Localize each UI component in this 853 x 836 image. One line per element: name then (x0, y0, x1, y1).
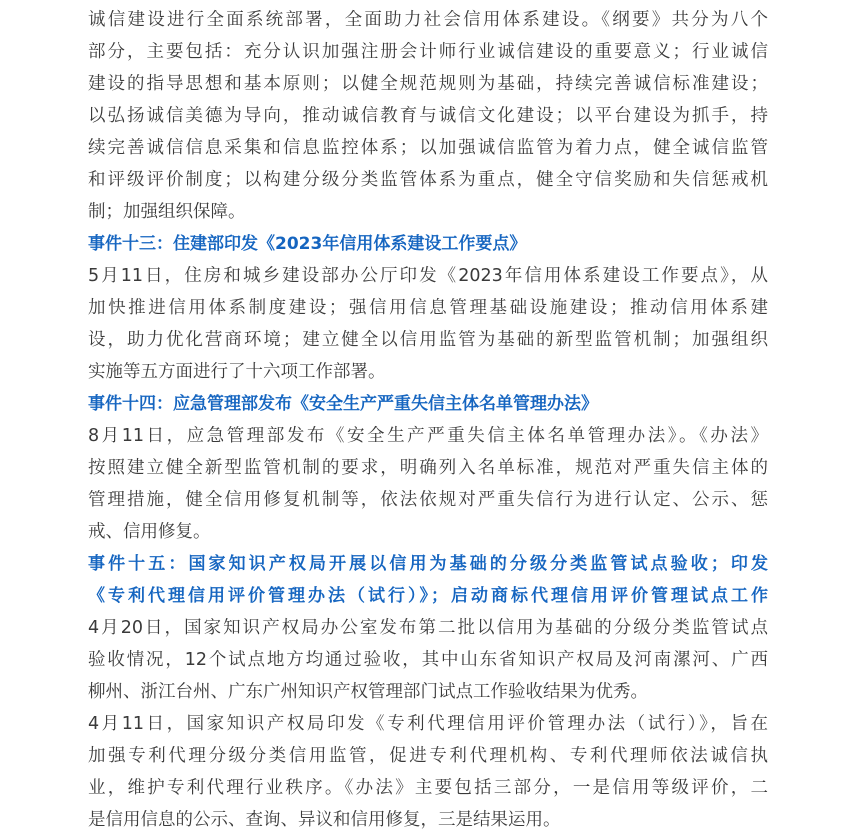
event13-heading (88, 228, 768, 260)
heading-line: 事件十五：国家知识产权局开展以信用为基础的分级分类监管试点验收；印发 (88, 554, 768, 574)
paragraph-line: 加强专利代理分级分类信用监管，促进专利代理机构、专利代理师依法诚信执 (88, 746, 768, 766)
paragraph-line: 8月11日，应急管理部发布《安全生产严重失信主体名单管理办法》。《办法》 (88, 426, 768, 446)
paragraph-line: 是信用信息的公示、查询、异议和信用修复，三是结果运用。 (88, 810, 561, 830)
paragraph-line: 部分，主要包括：充分认识加强注册会计师行业诚信建设的重要意义；行业诚信 (88, 42, 768, 62)
event13-paragraph (88, 260, 768, 388)
paragraph-line: 柳州、浙江台州、广东广州知识产权管理部门试点工作验收结果为优秀。 (88, 682, 648, 702)
paragraph-line: 5月11日，住房和城乡建设部办公厅印发《2023年信用体系建设工作要点》，从 (88, 266, 768, 286)
event15-paragraph-2 (88, 708, 768, 836)
paragraph-line: 实施等五方面进行了十六项工作部署。 (88, 362, 386, 382)
paragraph-line: 和评级评价制度；以构建分级分类监管体系为重点，健全守信奖励和失信惩戒机 (88, 170, 768, 190)
article-body (88, 4, 768, 836)
paragraph-line: 4月11日，国家知识产权局印发《专利代理信用评价管理办法（试行）》，旨在 (88, 714, 768, 734)
paragraph-line: 建设的指导思想和基本原则；以健全规范规则为基础，持续完善诚信标准建设； (88, 74, 768, 94)
paragraph-line: 设，助力优化营商环境；建立健全以信用监管为基础的新型监管机制；加强组织 (88, 330, 768, 350)
intro-paragraph (88, 4, 768, 228)
event14-paragraph (88, 420, 768, 548)
paragraph-line: 验收情况，12个试点地方均通过验收，其中山东省知识产权局及河南漯河、广西 (88, 650, 768, 670)
paragraph-line: 以弘扬诚信美德为导向，推动诚信教育与诚信文化建设；以平台建设为抓手，持 (88, 106, 768, 126)
heading-line: 事件十三：住建部印发《2023年信用体系建设工作要点》 (88, 234, 527, 254)
event14-heading (88, 388, 768, 420)
heading-line: 《专利代理信用评价管理办法（试行）》；启动商标代理信用评价管理试点工作 (88, 586, 768, 606)
paragraph-line: 业，维护专利代理行业秩序。《办法》主要包括三部分，一是信用等级评价，二 (88, 778, 768, 798)
event15-paragraph-1 (88, 612, 768, 708)
paragraph-line: 续完善诚信信息采集和信息监控体系；以加强诚信监管为着力点，健全诚信监管 (88, 138, 768, 158)
paragraph-line: 4月20日，国家知识产权局办公室发布第二批以信用为基础的分级分类监管试点 (88, 618, 768, 638)
paragraph-line: 管理措施，健全信用修复机制等，依法依规对严重失信行为进行认定、公示、惩 (88, 490, 768, 510)
event15-heading (88, 548, 768, 612)
paragraph-line: 加快推进信用体系制度建设；强信用信息管理基础设施建设；推动信用体系建 (88, 298, 768, 318)
paragraph-line: 制；加强组织保障。 (88, 202, 246, 222)
heading-line: 事件十四：应急管理部发布《安全生产严重失信主体名单管理办法》 (88, 394, 598, 414)
paragraph-line: 诚信建设进行全面系统部署，全面助力社会信用体系建设。《纲要》共分为八个 (88, 10, 768, 30)
paragraph-line: 戒、信用修复。 (88, 522, 211, 542)
paragraph-line: 按照建立健全新型监管机制的要求，明确列入名单标准，规范对严重失信主体的 (88, 458, 768, 478)
